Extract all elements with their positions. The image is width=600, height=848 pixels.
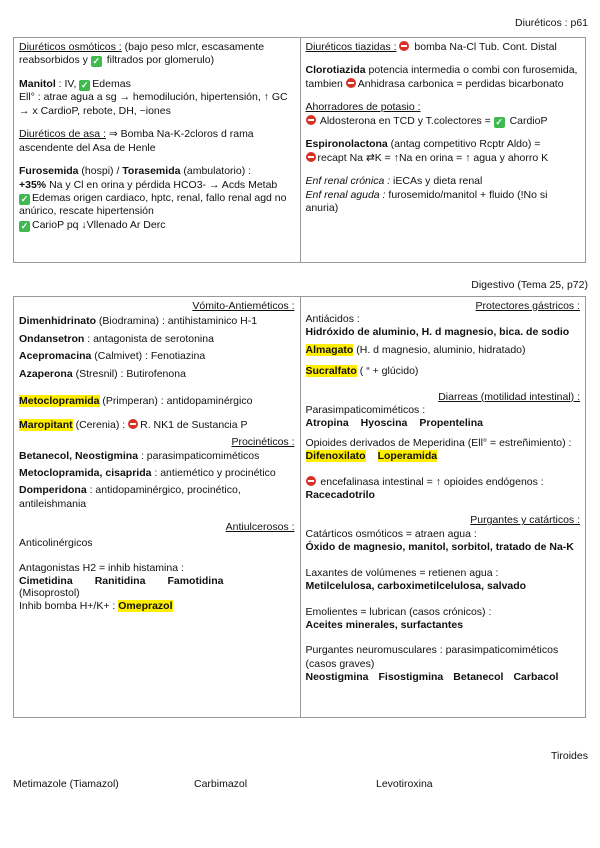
laxantes-block	[306, 567, 581, 594]
metoclopramida-text: (Primperan) : antidopaminérgico	[99, 395, 253, 408]
diureticos-title: Diuréticos : p61	[515, 17, 588, 29]
diureticos-right-column	[300, 38, 586, 262]
hyoscina: Hyoscina	[360, 416, 408, 429]
manitol-text1: : IV,	[55, 77, 80, 90]
laxantes-text: Metilcelulosa, carboximetilcelulosa, salvado	[305, 580, 527, 593]
asa-block	[19, 128, 295, 155]
cronica-text: iECAs y dieta renal	[390, 175, 483, 188]
anticolinergicos: Anticolinérgicos	[19, 536, 93, 549]
racecadotrilo: Racecadotrilo	[305, 488, 375, 501]
cat-osmoticos-block	[306, 528, 581, 555]
parasimpatico-drugs	[306, 418, 581, 429]
almagato-line	[306, 344, 581, 357]
espironolactona-block	[306, 138, 581, 165]
no-entry-icon	[399, 41, 409, 51]
furosemida-pct: +35%	[19, 178, 47, 191]
check-mark-icon: ✓	[20, 193, 29, 204]
furosemida-line4: CarioP pq ↓Vllenado Ar Derc	[32, 218, 166, 231]
cronica-label: Enf renal crónica :	[305, 175, 391, 188]
osmoticos-text1: (bajo peso mlcr, escasamente reabsorbidos y	[19, 41, 265, 67]
clorotiazida-text2: Anhidrasa carbonica = perdidas bicarbonato	[357, 77, 564, 90]
espironolactona-text1: (antag competitivo Rcptr Aldo) =	[387, 138, 541, 151]
no-entry-icon	[128, 419, 138, 429]
loperamida: Loperamida	[377, 450, 438, 463]
domperidona-text: : antidopaminérgico, procinético, antileishmania	[19, 484, 241, 510]
check-mark-icon: ✓	[20, 220, 29, 231]
metoclopramida-line	[19, 395, 295, 408]
betanecol: Betanecol	[453, 671, 504, 684]
ahorradores-text2: CardioP	[506, 114, 548, 127]
asa-title: Diuréticos de asa :	[19, 128, 106, 141]
sucralfato-text: ( “ + glúcido)	[356, 365, 419, 378]
furosemida-name: Furosemida	[19, 165, 79, 178]
ahorradores-title: Ahorradores de potasio :	[305, 101, 421, 114]
cimetidina: Cimetidina	[19, 574, 73, 587]
almagato-text: (H. d magnesio, aluminio, hidratado)	[353, 343, 526, 356]
ondansetron-name: Ondansetron	[19, 332, 85, 345]
no-entry-icon	[306, 476, 316, 486]
h2-block	[19, 562, 295, 613]
check-mark-icon: ✓	[495, 116, 503, 127]
parasimpatico-title: Parasimpaticomiméticos :	[305, 404, 426, 417]
carbimazol: Carbimazol	[194, 778, 248, 790]
antiacidos-block	[306, 313, 581, 337]
ondansetron-text: : antagonista de serotonina	[84, 332, 214, 345]
asa-text: ⇒ Bomba Na-K-2cloros d rama ascendente del Asa de Henle	[19, 128, 254, 154]
ranitidina: Ranitidina	[94, 574, 146, 587]
diarreas-title: Diarreas (motilidad intestinal) :	[438, 390, 580, 403]
ahorradores-text1: Aldosterona en TCD y T.colectores =	[317, 114, 494, 127]
opioides-title: Opioides derivados de Meperidina (Ell° = estreñimiento) :	[305, 436, 572, 449]
antiacidos-title: Antiácidos :	[305, 313, 360, 326]
azaperona-text: (Stresnil) : Butirofenona	[72, 367, 186, 380]
furosemida-line2: Na y Cl en orina y pérdida HCO3- → Acds Metab	[46, 178, 278, 191]
torasemida-name: Torasemida	[122, 165, 181, 178]
vomito-title: Vómito-Antieméticos :	[192, 300, 295, 312]
neuromusculares-block	[306, 644, 581, 684]
neuromusculares-title: Purgantes neuromusculares : parasimpaticomiméticos (casos graves)	[305, 644, 559, 670]
difenoxilato: Difenoxilato	[305, 450, 366, 463]
manitol-name: Manitol	[19, 77, 56, 90]
metoclo-cisaprida-name: Metoclopramida, cisaprida	[19, 466, 152, 479]
aguda-text: furosemido/manitol + fluido (!No si anuria)	[305, 188, 548, 214]
digestivo-title: Digestivo (Tema 25, p72)	[471, 279, 588, 291]
osmoticos-block	[19, 41, 295, 68]
domperidona-name: Domperidona	[19, 484, 87, 497]
digestivo-right-column	[300, 297, 586, 717]
emolientes-text: Aceites minerales, surfactantes	[305, 619, 464, 632]
betanecol-name: Betanecol, Neostigmina	[19, 449, 139, 462]
h2-title: Antagonistas H2 = inhib histamina :	[19, 562, 184, 575]
tiazidas-text: bomba Na-Cl Tub. Cont. Distal	[411, 41, 557, 53]
no-entry-icon	[306, 115, 316, 125]
maropitant-name: Maropitant	[19, 418, 73, 431]
digestivo-box	[13, 296, 586, 718]
sucralfato-name: Sucralfato	[305, 365, 357, 378]
furosemida-line3: Edemas origen cardiaco, hptc, renal, fallo renal agd no anúrico, rescate hipertensión	[19, 191, 287, 218]
tiroides-title: Tiroides	[551, 750, 588, 762]
famotidina: Famotidina	[167, 574, 224, 587]
diureticos-box	[13, 37, 586, 263]
acepromacina-text: (Calmivet) : Fenotiazina	[91, 350, 206, 363]
metoclopramida-name: Metoclopramida	[19, 395, 100, 408]
emolientes-block	[306, 606, 581, 633]
aguda-label: Enf renal aguda :	[305, 188, 386, 201]
metimazole: Metimazole (Tiamazol)	[13, 778, 119, 790]
no-entry-icon	[306, 152, 316, 162]
neostigmina: Neostigmina	[305, 671, 369, 684]
tiazidas-block	[306, 41, 581, 54]
azaperona-name: Azaperona	[19, 367, 73, 380]
levotiroxina: Levotiroxina	[376, 778, 433, 790]
metoclo-cisaprida-text: : antiemético y procinético	[151, 466, 276, 479]
omeprazol-name: Omeprazol	[118, 600, 173, 613]
osmoticos-text2: filtrados por glomerulo)	[103, 54, 215, 67]
manitol-text2: Edemas	[92, 77, 131, 90]
clorotiazida-name: Clorotiazida	[305, 64, 366, 77]
renal-block	[306, 175, 581, 215]
clorotiazida-block	[306, 64, 581, 91]
no-entry-icon	[346, 78, 356, 88]
acepromacina-name: Acepromacina	[19, 350, 92, 363]
antiacidos-text: Hidróxido de aluminio, H. d magnesio, bica. de sodio	[305, 325, 570, 338]
furosemida-text2: (ambulatorio) :	[180, 165, 252, 178]
atropina: Atropina	[305, 416, 349, 429]
opioides-block	[306, 437, 581, 464]
cat-osmoticos-title: Catárticos osmóticos = atraen agua :	[305, 527, 477, 540]
propentelina: Propentelina	[419, 416, 483, 429]
tiazidas-title: Diuréticos tiazidas :	[305, 41, 397, 53]
digestivo-left-column	[14, 297, 300, 717]
maropitant-text2: R. NK1 de Sustancia P	[140, 418, 248, 431]
manitol-block	[19, 78, 295, 118]
almagato-name: Almagato	[305, 343, 354, 356]
furosemida-block	[19, 165, 295, 232]
ahorradores-block	[306, 101, 581, 128]
h2-drugs	[19, 576, 295, 587]
espironolactona-text2: recapt Na ⇄K = ↑Na en orina = ↑ agua y ahorro K	[317, 151, 549, 164]
encefalinasa-text: encefalinasa intestinal = ↑ opioides endógenos :	[317, 475, 544, 488]
check-mark-icon: ✓	[92, 56, 101, 67]
dimenhidrinato-name: Dimenhidrinato	[19, 315, 97, 328]
purgantes-title: Purgantes y catárticos :	[470, 514, 580, 527]
manitol-line2: Ell° : atrae agua a sg → hemodilución, hipertensión, ↑ GC → x CardioP, rebote, DH, ~iones	[19, 91, 288, 117]
maropitant-line	[19, 419, 295, 432]
emolientes-title: Emolientes = lubrican (casos crónicos) :	[305, 605, 492, 618]
fisostigmina: Fisostigmina	[378, 671, 444, 684]
betanecol-text: : parasimpaticomiméticos	[138, 449, 260, 462]
carbacol: Carbacol	[513, 671, 559, 684]
bomba-text: Inhib bomba H+/K+ :	[19, 600, 119, 613]
clorotiazida-text1: potencia intermedia o combi con furosemida, tambien	[305, 64, 578, 90]
sucralfato-line	[306, 365, 581, 378]
diureticos-left-column	[14, 38, 300, 262]
opioides-drugs	[306, 450, 581, 463]
h2-note: (Misoprostol)	[19, 586, 80, 599]
neuromusculares-drugs	[306, 671, 581, 684]
antiemeticos-list	[19, 315, 295, 381]
check-mark-icon: ✓	[81, 79, 89, 90]
encefalinasa-block	[306, 476, 581, 503]
protectores-title: Protectores gástricos :	[475, 300, 580, 312]
cat-osmoticos-text: Óxido de magnesio, manitol, sorbitol, tratado de Na-K	[305, 541, 574, 554]
laxantes-title: Laxantes de volúmenes = retienen agua :	[305, 566, 499, 579]
parasimpatico-block	[306, 404, 581, 428]
osmoticos-title: Diuréticos osmóticos :	[19, 41, 122, 53]
procineticos-list	[19, 450, 295, 512]
procineticos-title: Procinéticos :	[231, 436, 295, 449]
furosemida-text1: (hospi) /	[78, 165, 123, 178]
dimenhidrinato-text: (Biodramina) : antihistaminico H-1	[96, 315, 258, 328]
antiulcerosos-title: Antiulcerosos :	[225, 521, 295, 534]
maropitant-text1: (Cerenia) :	[72, 418, 129, 431]
espironolactona-name: Espironolactona	[305, 138, 388, 151]
